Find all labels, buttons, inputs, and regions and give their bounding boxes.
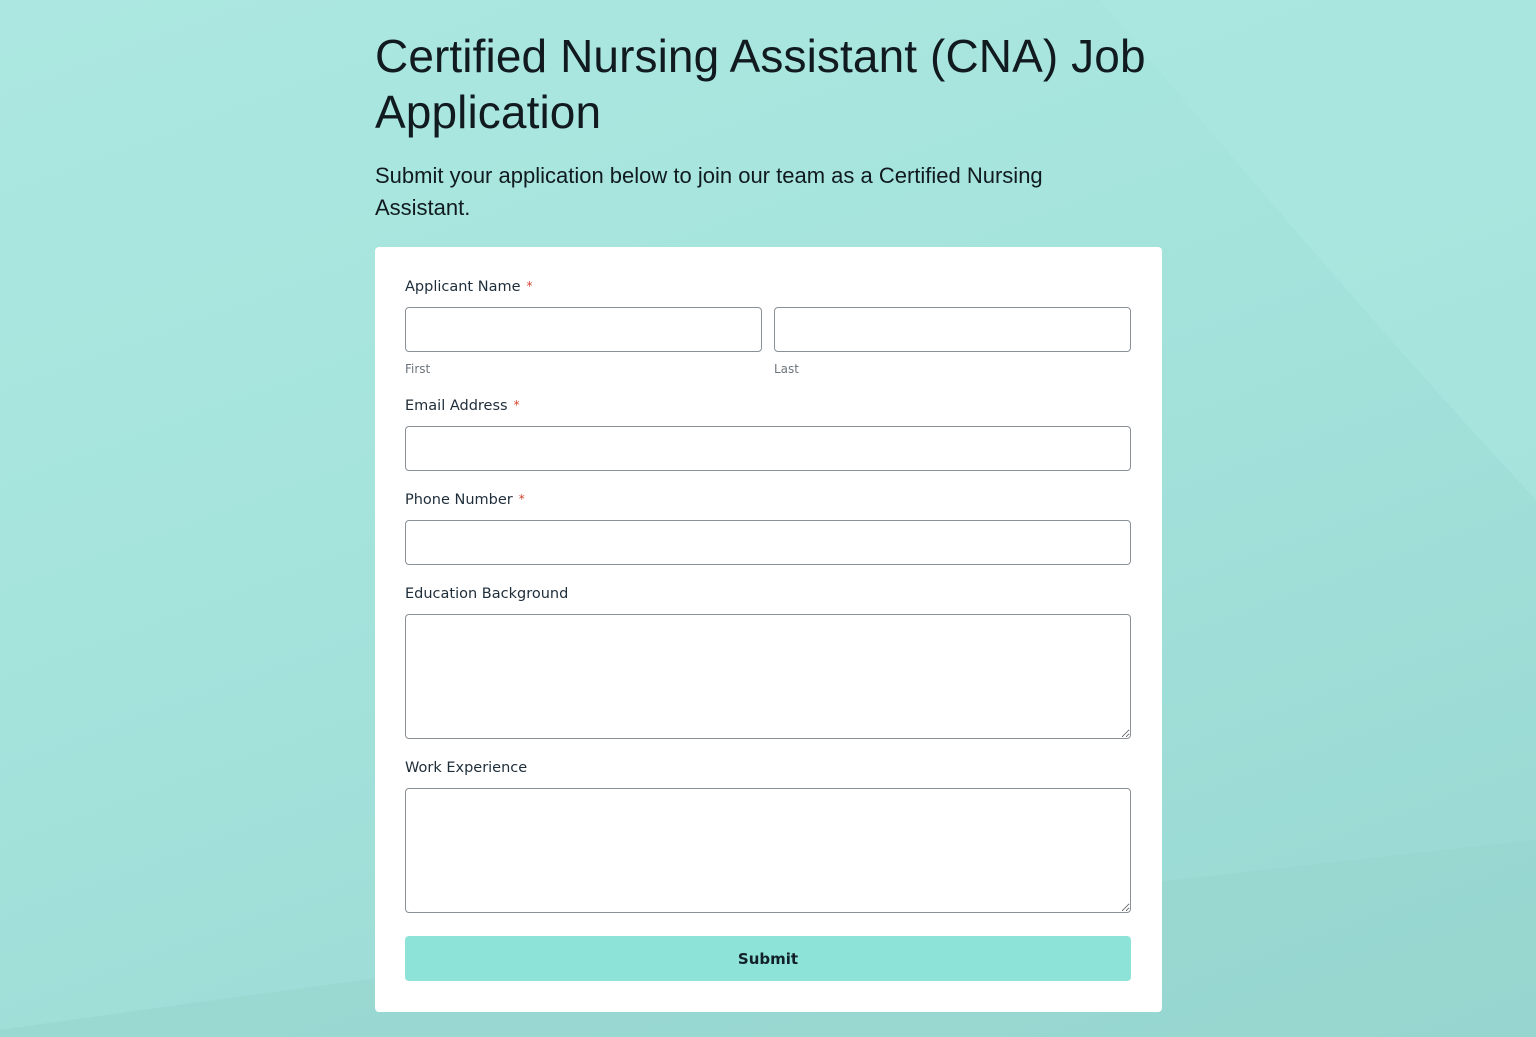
education-label-text: Education Background bbox=[405, 586, 569, 602]
work-experience-textarea[interactable] bbox=[405, 788, 1131, 913]
phone-label-text: Phone Number bbox=[405, 492, 513, 508]
applicant-name-label-text: Applicant Name bbox=[405, 279, 521, 295]
phone-input[interactable] bbox=[405, 520, 1131, 565]
email-label-text: Email Address bbox=[405, 398, 508, 414]
application-form bbox=[375, 247, 1162, 1012]
last-name-input[interactable] bbox=[774, 307, 1131, 352]
required-mark: * bbox=[526, 279, 533, 293]
education-label bbox=[405, 586, 568, 602]
phone-label bbox=[405, 492, 525, 508]
email-label bbox=[405, 398, 520, 414]
last-name-sublabel: Last bbox=[774, 362, 799, 376]
email-input[interactable] bbox=[405, 426, 1131, 471]
page-subtitle: Submit your application below to join our team as a Certified Nursing Assistant. bbox=[375, 163, 1043, 220]
education-textarea[interactable] bbox=[405, 614, 1131, 739]
submit-button[interactable]: Submit bbox=[405, 936, 1131, 981]
work-experience-label-text: Work Experience bbox=[405, 760, 528, 776]
page-title: Certified Nursing Assistant (CNA) Job Application bbox=[375, 30, 1146, 138]
applicant-name-label bbox=[405, 279, 533, 295]
required-mark: * bbox=[518, 492, 525, 506]
first-name-sublabel: First bbox=[405, 362, 431, 376]
work-experience-label bbox=[405, 760, 527, 776]
required-mark: * bbox=[513, 398, 520, 412]
first-name-input[interactable] bbox=[405, 307, 762, 352]
